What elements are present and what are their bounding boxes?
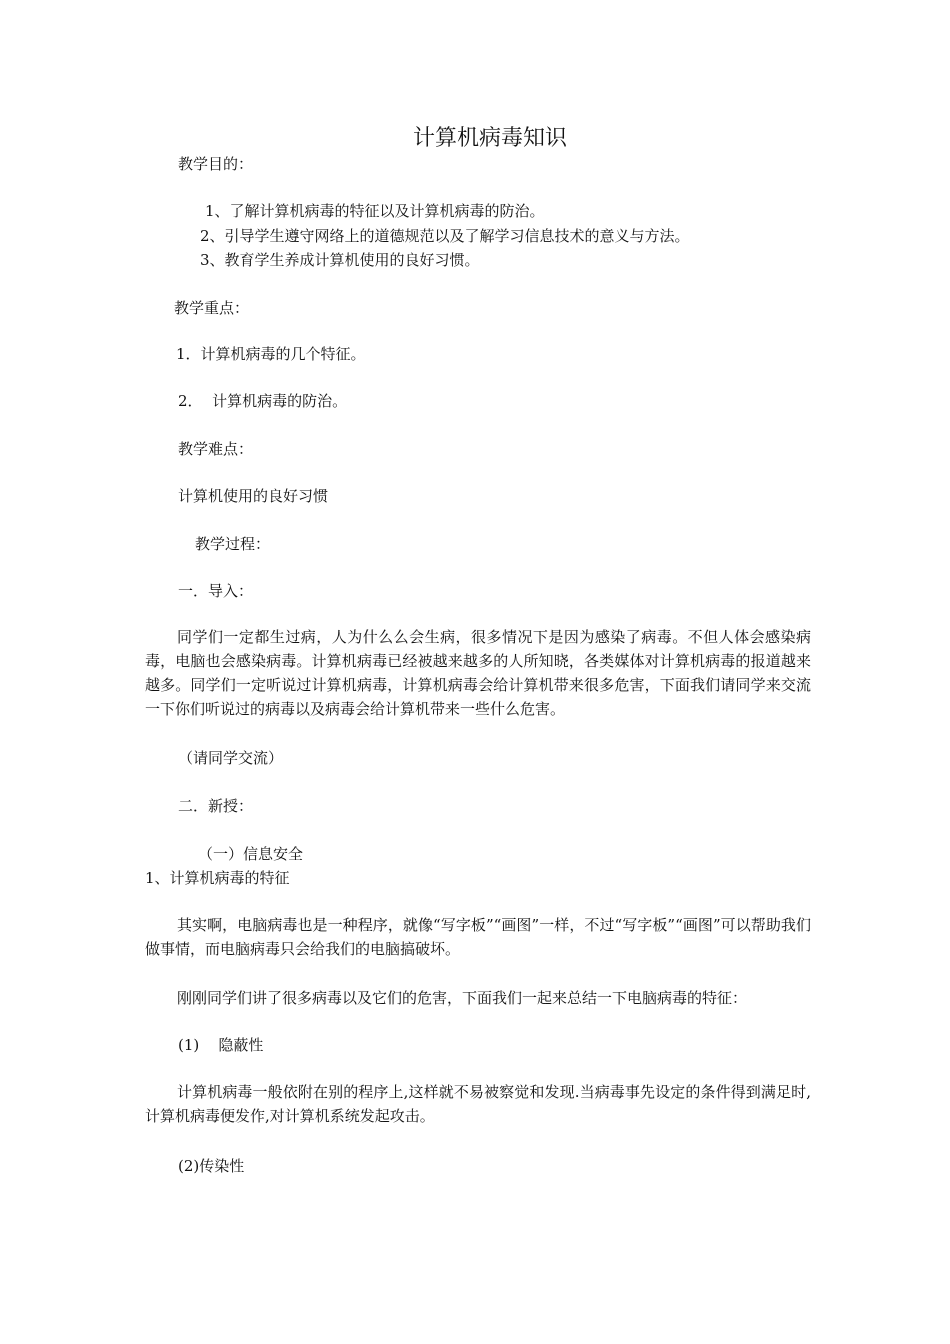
- key-point-item-2: 2． 计算机病毒的防治。: [178, 392, 348, 410]
- new-lesson-heading: 二．新授：: [178, 797, 254, 815]
- info-security-heading: （一）信息安全: [198, 845, 304, 863]
- document-title: 计算机病毒知识: [412, 126, 567, 151]
- intro-paragraph: 同学们一定都生过病，人为什么么会生病，很多情况下是因为感染了病毒。不但人体会感染病毒，电脑也会感染病毒。计算机病毒已经被越来越多的人所知晓，各类媒体对计算机病毒的报道越来越多。同学们一定听说过计算机病毒，计算机病毒会给计算机带来很多危害，下面我们请同学来交流一下你们听说过的病毒以及病毒会给计算机带来一些什么危害。: [145, 628, 811, 718]
- process-heading: 教学过程：: [195, 535, 271, 553]
- trait-infection-heading: (2)传染性: [178, 1157, 245, 1175]
- intro-heading: 一．导入：: [178, 582, 254, 600]
- difficulty-heading: 教学难点：: [178, 440, 254, 458]
- key-points-heading: 教学重点：: [174, 299, 250, 317]
- intro-note: （请同学交流）: [178, 749, 284, 767]
- trait-concealment-paragraph: 计算机病毒一般依附在别的程序上,这样就不易被察觉和发现.当病毒事先设定的条件得到满足时,计算机病毒便发作,对计算机系统发起攻击。: [145, 1083, 811, 1125]
- difficulty-text: 计算机使用的良好习惯: [178, 487, 329, 505]
- key-point-item-1: 1．计算机病毒的几个特征。: [176, 345, 366, 363]
- traits-summary-paragraph: 刚刚同学们讲了很多病毒以及它们的危害，下面我们一起来总结一下电脑病毒的特征：: [177, 989, 748, 1007]
- trait-concealment-heading: (1) 隐蔽性: [178, 1036, 264, 1054]
- virus-traits-heading: 1、计算机病毒的特征: [145, 869, 290, 887]
- objective-item-3: 3、教育学生养成计算机使用的良好习惯。: [200, 251, 480, 269]
- virus-program-paragraph: 其实啊，电脑病毒也是一种程序，就像“写字板”“画图”一样，不过“写字板”“画图”可以帮助我们做事情，而电脑病毒只会给我们的电脑搞破坏。: [145, 916, 811, 958]
- objective-item-2: 2、引导学生遵守网络上的道德规范以及了解学习信息技术的意义与方法。: [200, 227, 690, 245]
- objective-item-1: 1、了解计算机病毒的特征以及计算机病毒的防治。: [205, 202, 545, 220]
- objectives-heading: 教学目的：: [178, 155, 254, 173]
